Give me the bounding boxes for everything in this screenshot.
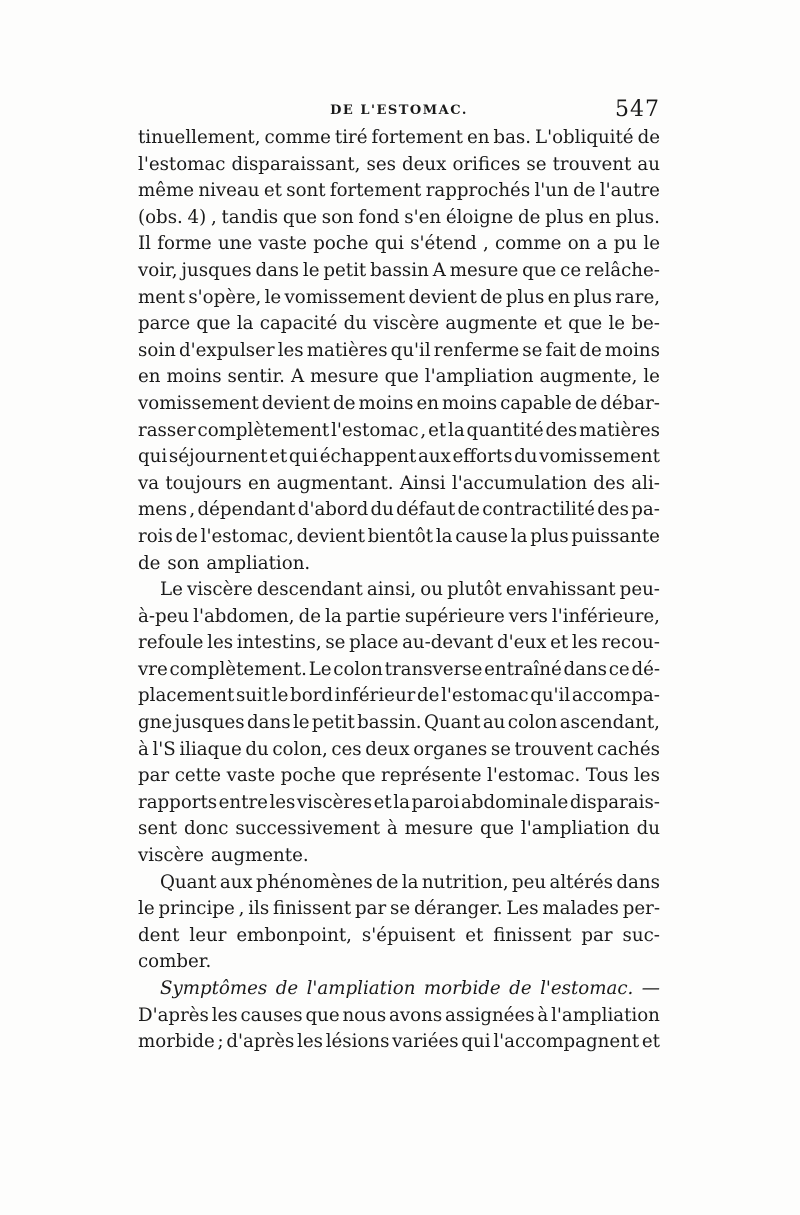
text-line: morbide ; d'après les lésions variées qui l'accompagnent et — [138, 1031, 660, 1053]
text-line: va toujours en augmentant. Ainsi l'accumulation des ali- — [138, 472, 660, 494]
text-line: mens , dépendant d'abord du défaut de contractilité des pa- — [138, 499, 660, 521]
text-line: le principe , ils finissent par se déranger. Les malades per- — [138, 898, 660, 920]
text-line: (obs. 4) , tandis que son fond s'en éloigne de plus en plus. — [138, 206, 660, 228]
text-line: en moins sentir. A mesure que l'ampliation augmente, le — [138, 366, 660, 388]
text-line: sent donc successivement à mesure que l'ampliation du — [138, 818, 660, 840]
text-line: à l'S iliaque du colon, ces deux organes se trouvent cachés — [138, 738, 660, 760]
section-heading-line: Symptômes de l'ampliation morbide de l'estomac. — — [160, 978, 660, 999]
text-line: à-peu l'abdomen, de la partie supérieure vers l'inférieure, — [138, 605, 660, 627]
text-line: Il forme une vaste poche qui s'étend , comme on a pu le — [138, 233, 660, 255]
text-line: l'estomac disparaissant, ses deux orifices se trouvent au — [138, 153, 660, 175]
text-line: même niveau et sont fortement rapprochés l'un de l'autre — [138, 180, 660, 202]
text-line: par cette vaste poche que représente l'estomac. Tous les — [138, 765, 660, 787]
text-line: tinuellement, comme tiré fortement en bas. L'obliquité de — [138, 127, 660, 148]
text-line: rasser complètement l'estomac , et la quantité des matières — [138, 419, 660, 441]
text-line: parce que la capacité du viscère augmente et que le be- — [138, 313, 660, 335]
text-line: soin d'expulser les matières qu'il renferme se fait de moins — [138, 339, 660, 361]
text-line: placement suit le bord inférieur de l'estomac qu'il accompa- — [138, 685, 660, 707]
page-number: 547 — [615, 97, 660, 122]
running-head — [138, 97, 660, 127]
text-line: vomissement devient de moins en moins capable de débar- — [138, 392, 660, 414]
text-line: refoule les intestins, se place au-devant d'eux et les recou- — [138, 632, 660, 654]
body-text — [138, 125, 660, 1056]
text-line: comber. — [138, 951, 212, 973]
text-line: gne jusques dans le petit bassin. Quant au colon ascendant, — [138, 712, 660, 734]
text-line: rapports entre les viscères et la paroi abdominale disparais- — [138, 791, 660, 813]
running-title: DE L'ESTOMAC. — [330, 103, 468, 118]
text-line: Le viscère descendant ainsi, ou plutôt envahissant peu- — [160, 579, 660, 601]
text-line: de son ampliation. — [138, 552, 311, 574]
text-line: qui séjournent et qui échappent aux efforts du vomissement — [138, 446, 660, 468]
text-line: Quant aux phénomènes de la nutrition, peu altérés dans — [160, 871, 660, 893]
text-line: D'après les causes que nous avons assignées à l'ampliation — [138, 1004, 660, 1026]
text-line: rois de l'estomac, devient bientôt la cause la plus puissante — [138, 525, 660, 547]
text-line: dent leur embonpoint, s'épuisent et finissent par suc- — [138, 924, 660, 946]
text-line: viscère augmente. — [138, 845, 309, 867]
text-line: voir, jusques dans le petit bassin A mesure que ce relâche- — [138, 259, 660, 281]
text-line: vre complètement. Le colon transverse entraîné dans ce dé- — [138, 658, 660, 680]
text-line: ment s'opère, le vomissement devient de plus en plus rare, — [138, 286, 660, 308]
